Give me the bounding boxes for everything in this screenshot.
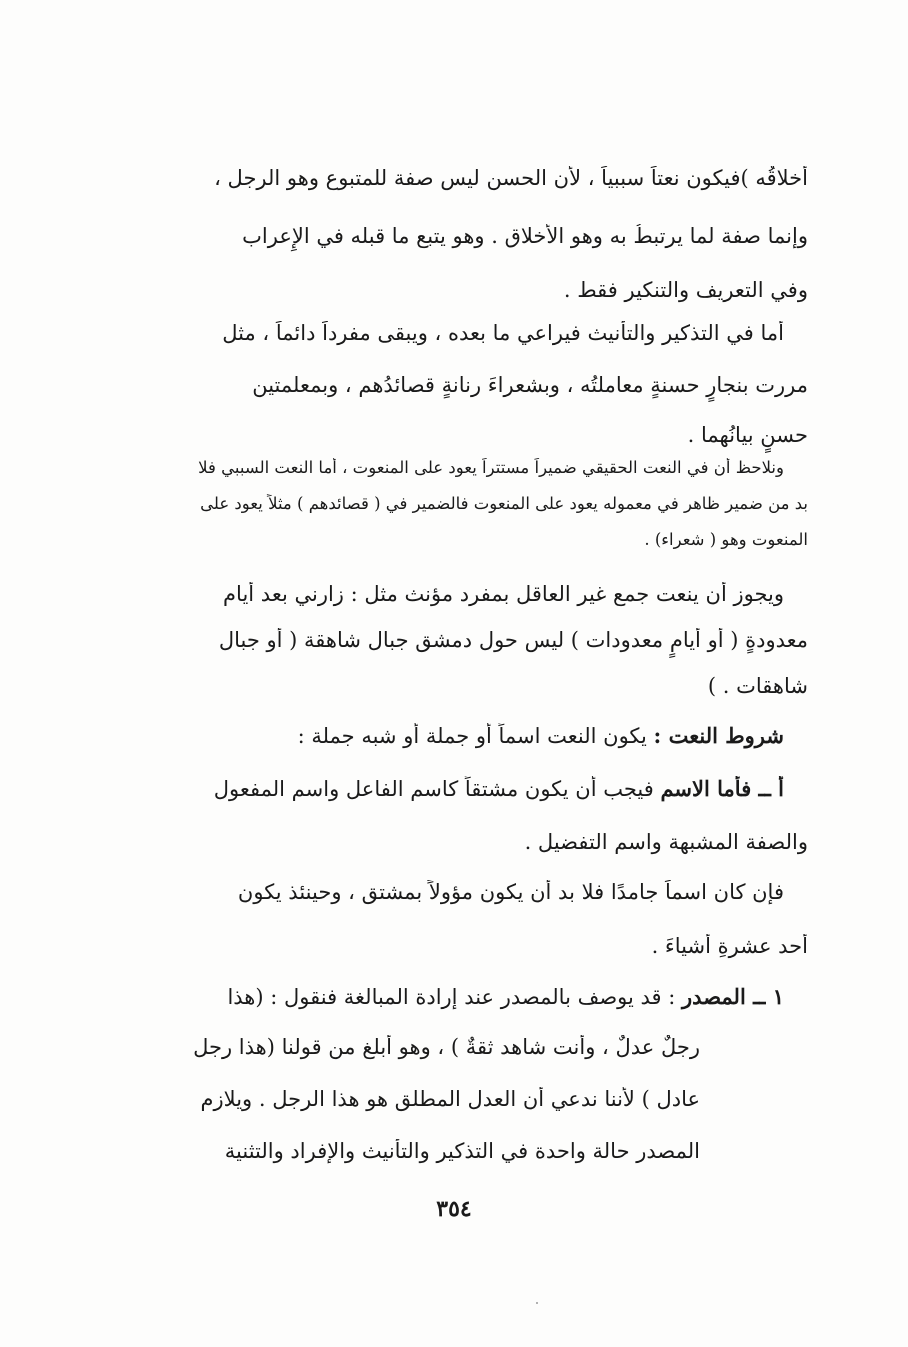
text-line: والصفة المشبهة واسم التفضيل . — [524, 830, 808, 854]
bold-heading: أ ــ فأما الاسم — [660, 776, 784, 801]
text-line: رجلٌ عدلٌ ، وأنت شاهد ثقةٌ ) ، وهو أبلغ من قولنا (هذا رجل — [193, 1035, 700, 1059]
text-line: ويجوز أن ينعت جمع غير العاقل بمفرد مؤنث مثل : زارني بعد أيام — [223, 582, 784, 606]
text-line: بد من ضمير ظاهر في معموله يعود على المنعوت فالضمير في ( قصائدهم ) مثلاً يعود على — [200, 494, 808, 513]
text-line: أما في التذكير والتأْنيث فيراعي ما بعده ، ويبقى مفرداً دائماً ، مثل — [222, 321, 784, 345]
text-line: أخلاقُه )فيكون نعتاً سببياً ، لأن الحسن ليس صفة للمتبوع وهو الرجل ، — [214, 166, 808, 190]
text-line: وإنما صفة لما يرتبطُ به وهو الأَخلاق . وهو يتبع ما قبله في الإِعراب — [242, 224, 808, 248]
text-line: مررت بنجارٍ حسنةٍ معاملتُه ، وبشعراءَ رنانةٍ قصائدُهم ، وبمعلمتين — [252, 373, 808, 397]
bold-heading: ١ ــ المصدر — [682, 984, 784, 1009]
text-line: معدودةٍ ( أو أيامٍ معدودات ) ليس حول دمشق جبال شاهقة ( أو جبال — [218, 628, 808, 652]
paragraph-4 — [100, 582, 808, 704]
numbered-item-1 — [100, 984, 808, 1014]
text-span: فيجب أن يكون مشتقاً كاسم الفاعل واسم المفعول — [213, 777, 661, 801]
paragraph-noun — [100, 776, 808, 860]
text-line: وفي التعريف والتنكير فقط . — [563, 278, 808, 302]
text-line: المصدر حالة واحدة في التذكير والتأْنيث والإفراد والتثنية — [224, 1139, 700, 1163]
page-speck — [536, 1302, 538, 1304]
text-line: ونلاحظ أن في النعت الحقيقي ضميراً مستتراً يعود على المنعوت ، أما النعت السببي فلا — [198, 458, 784, 477]
note-paragraph — [100, 458, 808, 556]
paragraph-1 — [100, 166, 808, 308]
text-line: فإن كان اسماً جامدًا فلا بد أن يكون مؤولاً بمشتق ، وحينئذ يكون — [237, 880, 784, 904]
paragraph-7 — [100, 880, 808, 964]
paragraph-2 — [100, 321, 808, 453]
text-line: المنعوت وهو ( شعراء) . — [644, 530, 808, 549]
paragraph-conditions — [100, 723, 808, 753]
text-line: عادل ) لأَننا ندعي أن العدل المطلق هو هذا الرجل . ويلازم — [200, 1087, 700, 1111]
text-span: يكون النعت اسماً أو جملة أو شبه جملة : — [297, 724, 654, 748]
text-line — [100, 723, 808, 753]
page-number: ٣٥٤ — [436, 1196, 472, 1222]
bold-heading: شروط النعت : — [653, 723, 784, 748]
text-line — [100, 984, 808, 1014]
text-line — [100, 776, 808, 806]
text-line: أحد عشرةِ أشياءَ . — [651, 934, 808, 958]
text-line: شاهقات . ) — [707, 674, 808, 698]
numbered-item-1-body — [140, 1035, 700, 1169]
text-line: حسنٍ بيانُهما . — [687, 423, 808, 447]
text-span: : قد يوصف بالمصدر عند إرادة المبالغة فنقول : (هذا — [227, 985, 683, 1009]
